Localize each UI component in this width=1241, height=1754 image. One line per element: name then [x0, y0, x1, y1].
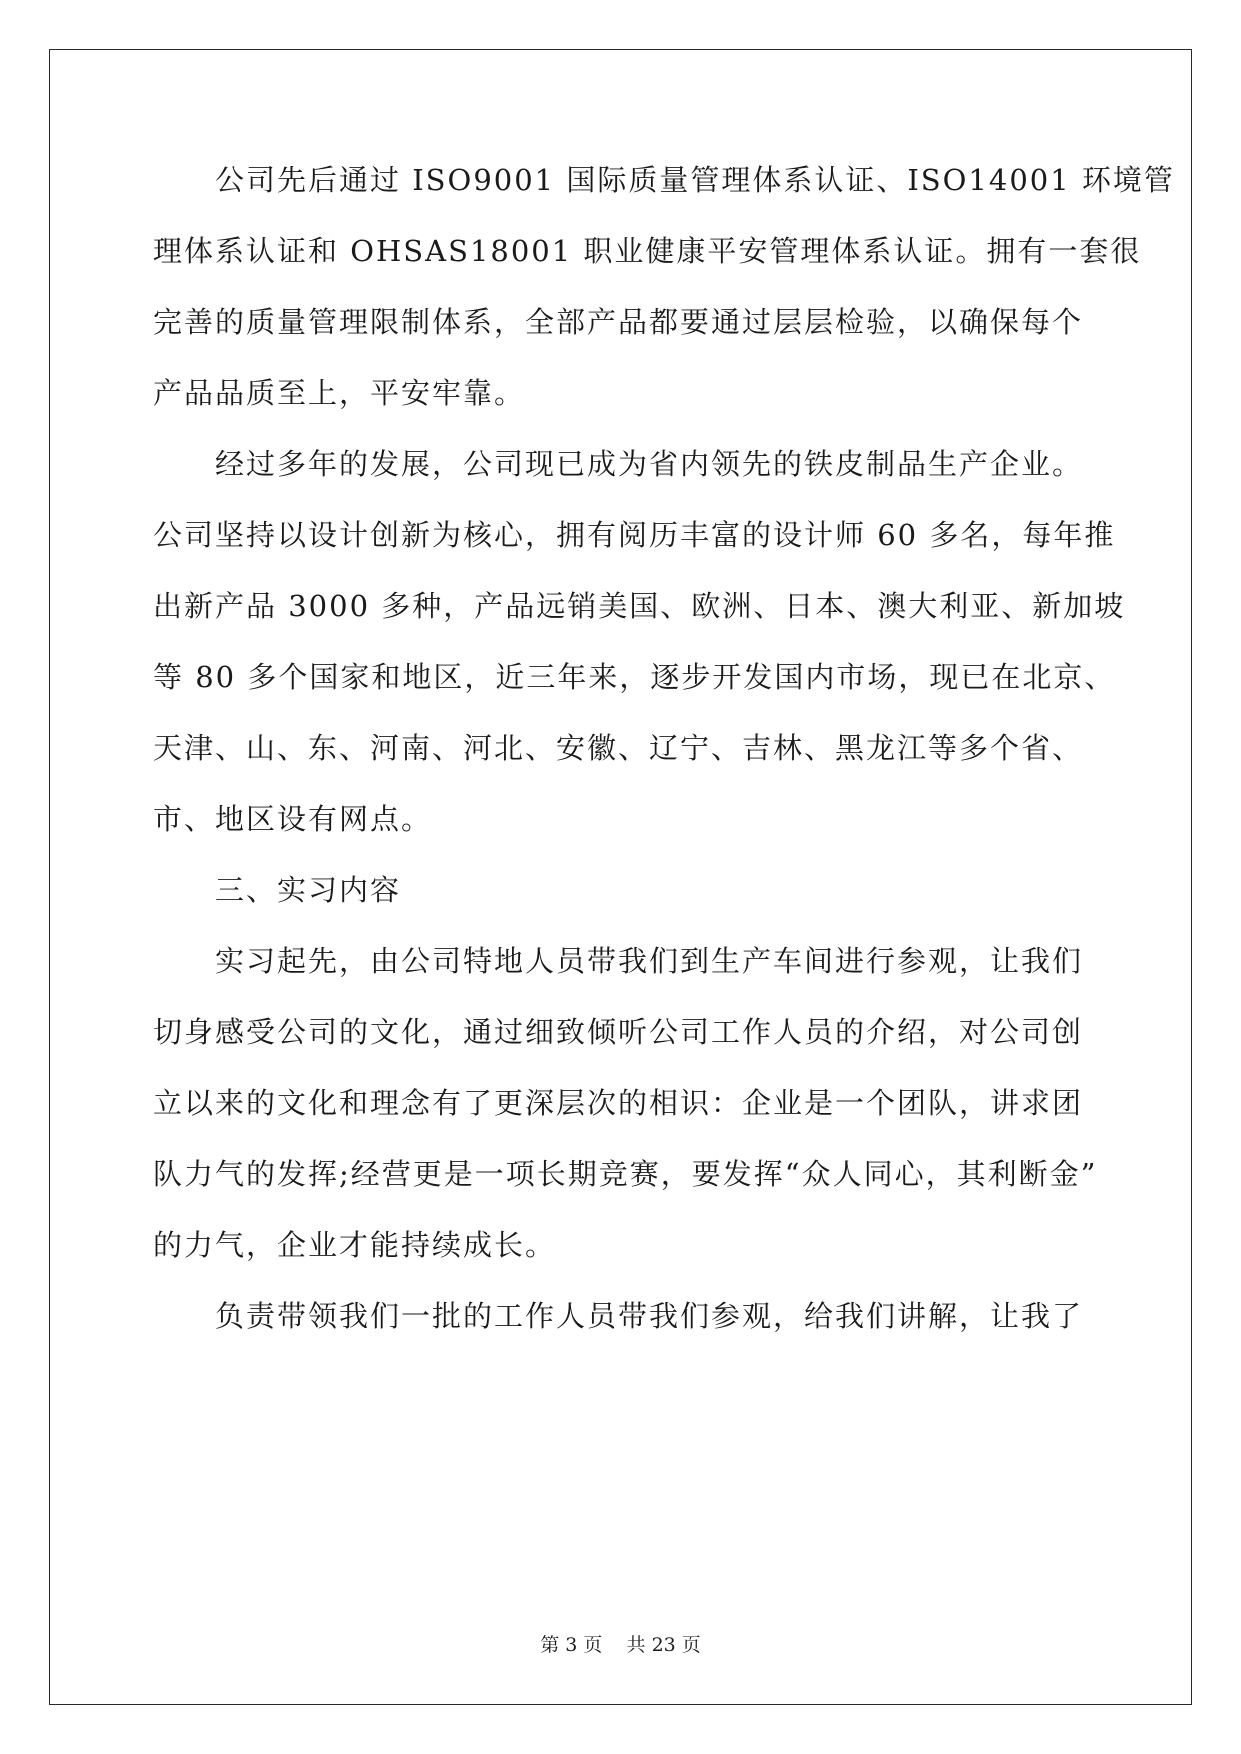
page-footer: [0, 1630, 1241, 1657]
section-heading: 三、实习内容: [215, 873, 402, 907]
text-line: 等 80 多个国家和地区，近三年来，逐步开发国内市场，现已在北京、: [153, 660, 1116, 694]
text-line: 出新产品 3000 多种，产品远销美国、欧洲、日本、澳大利亚、新加坡: [153, 589, 1126, 623]
total-pages: 共 23 页: [626, 1634, 701, 1656]
text-line: 切身感受公司的文化，通过细致倾听公司工作人员的介绍，对公司创: [153, 1015, 1084, 1049]
text-line: 立以来的文化和理念有了更深层次的相识：企业是一个团队，讲求团: [153, 1086, 1084, 1120]
text-line: 天津、山、东、河南、河北、安徽、辽宁、吉林、黑龙江等多个省、: [153, 731, 1084, 765]
text-line: 实习起先，由公司特地人员带我们到生产车间进行参观，让我们: [215, 944, 1084, 978]
text-line: 经过多年的发展，公司现已成为省内领先的铁皮制品生产企业。: [215, 447, 1084, 481]
text-line: 市、地区设有网点。: [153, 802, 433, 836]
text-line: 产品品质至上，平安牢靠。: [153, 376, 526, 410]
text-line: 队力气的发挥;经营更是一项长期竞赛，要发挥“众人同心，其利断金”: [153, 1157, 1098, 1191]
text-line: 公司坚持以设计创新为核心，拥有阅历丰富的设计师 60 多名，每年推: [153, 518, 1116, 552]
text-line: 公司先后通过 ISO9001 国际质量管理体系认证、ISO14001 环境管: [215, 163, 1175, 197]
text-line: 的力气，企业才能持续成长。: [153, 1228, 557, 1262]
text-line: 理体系认证和 OHSAS18001 职业健康平安管理体系认证。拥有一套很: [153, 234, 1142, 268]
text-line: 完善的质量管理限制体系，全部产品都要通过层层检验，以确保每个: [153, 305, 1084, 339]
page-number: 第 3 页: [540, 1634, 603, 1656]
text-line: 负责带领我们一批的工作人员带我们参观，给我们讲解，让我了: [215, 1299, 1084, 1333]
